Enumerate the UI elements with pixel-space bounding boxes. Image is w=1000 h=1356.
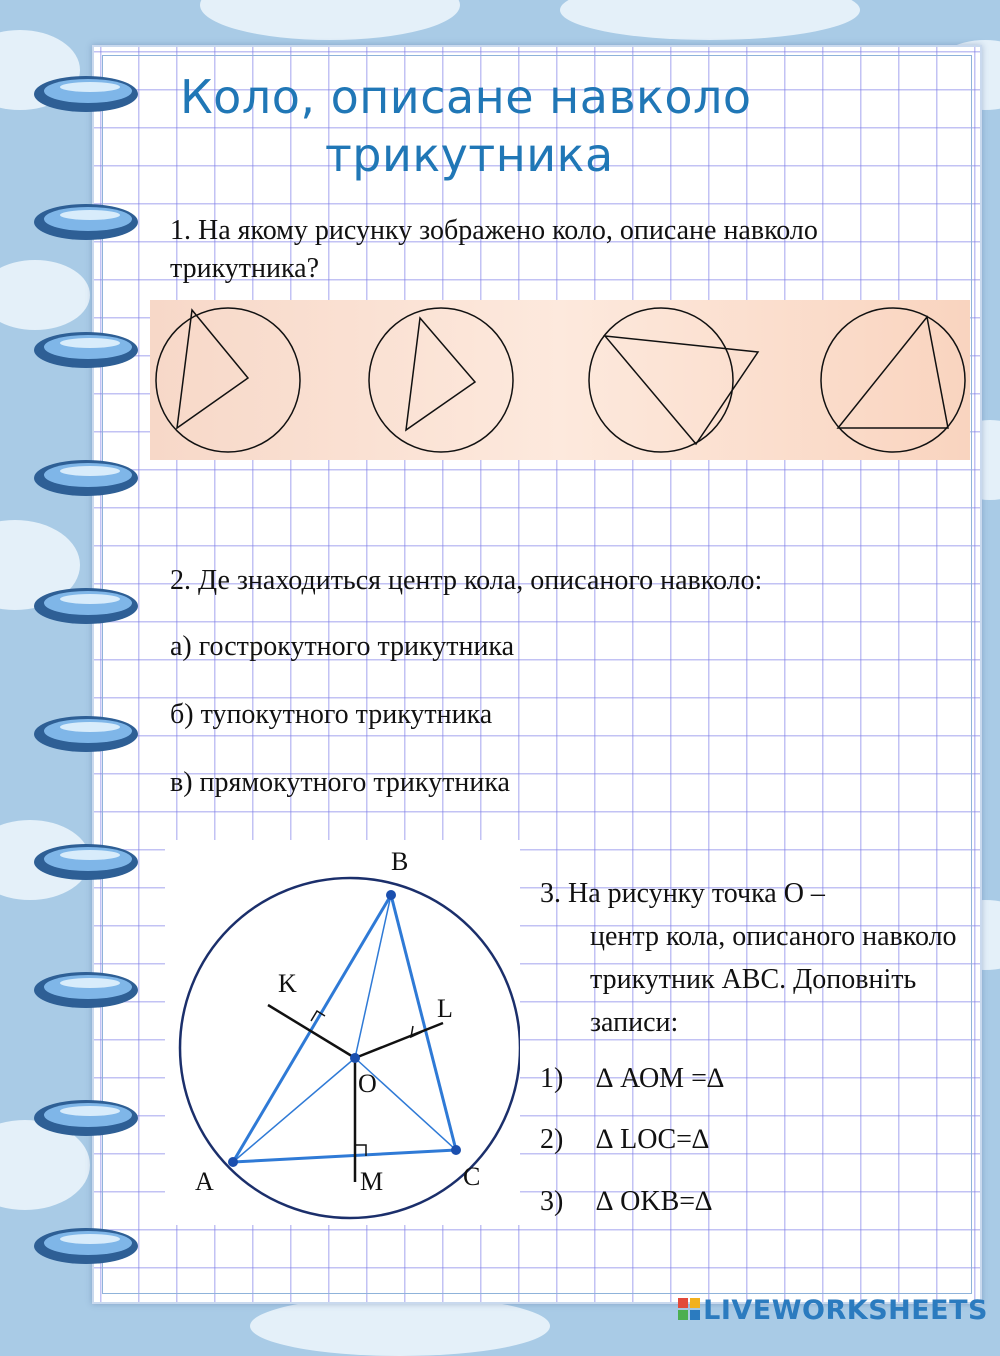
answer-item-1[interactable] <box>540 1063 724 1095</box>
label-l: L <box>437 994 453 1023</box>
label-a: A <box>195 1167 214 1196</box>
spiral-ring-icon <box>30 1222 142 1270</box>
page-title <box>180 68 820 184</box>
point-b <box>386 890 396 900</box>
label-k: K <box>278 969 297 998</box>
spiral-ring-icon <box>30 710 142 758</box>
item-number: 1) <box>540 1063 564 1094</box>
item-number: 2) <box>540 1124 564 1155</box>
label-m: M <box>360 1167 384 1196</box>
answer-item-3[interactable] <box>540 1186 712 1218</box>
item-text: ∆ OKB=∆ <box>596 1186 713 1217</box>
side-ac <box>233 1150 456 1162</box>
liveworksheets-logo[interactable] <box>678 1295 988 1326</box>
question-2-option-b: б) тупокутного трикутника <box>170 699 493 730</box>
item-number: 3) <box>540 1186 564 1217</box>
point-c <box>451 1145 461 1155</box>
title-line-2: трикутника <box>325 128 614 182</box>
title-line-1: Коло, описане навколо <box>180 70 752 124</box>
spiral-ring-icon <box>30 838 142 886</box>
perpendicular-ok <box>268 1005 355 1058</box>
question-1-text: 1. На якому рисунку зображено коло, описане навколо трикутника? <box>170 215 818 284</box>
label-o: O <box>358 1069 377 1098</box>
answer-item-2[interactable] <box>540 1124 709 1156</box>
logo-text: LIVEWORKSHEETS <box>703 1295 988 1326</box>
spiral-ring-icon <box>30 1094 142 1142</box>
question-1-figures <box>150 300 970 460</box>
radius-ob <box>355 895 391 1058</box>
point-a <box>228 1157 238 1167</box>
question-2-option-a: а) гострокутного трикутника <box>170 631 515 662</box>
item-text: ∆ АОМ =∆ <box>596 1063 724 1094</box>
spiral-ring-icon <box>30 966 142 1014</box>
option-figure-1[interactable] <box>156 308 300 452</box>
question-3-rest: центр кола, описаного навколо трикутник АВС. Доповніть записи: <box>590 921 957 1038</box>
spiral-ring-icon <box>30 326 142 374</box>
spiral-ring-icon <box>30 454 142 502</box>
spiral-ring-icon <box>30 582 142 630</box>
side-ab <box>233 895 391 1162</box>
question-2-text: 2. Де знаходиться центр кола, описаного навколо: <box>170 565 763 596</box>
label-c: C <box>463 1162 481 1191</box>
liveworksheets-logo-icon <box>678 1298 700 1322</box>
label-b: B <box>391 847 409 876</box>
spiral-ring-icon <box>30 198 142 246</box>
question-3-first-line: 3. На рисунку точка О – <box>540 878 825 909</box>
point-o <box>350 1053 360 1063</box>
spiral-ring-icon <box>30 70 142 118</box>
item-text: ∆ LOC=∆ <box>596 1124 710 1155</box>
question-3-text <box>540 872 960 1044</box>
question-2-option-c: в) прямокутного трикутника <box>170 767 510 798</box>
option-figure-2[interactable] <box>369 308 513 452</box>
option-figure-4[interactable] <box>821 308 965 452</box>
option-figure-3[interactable] <box>589 308 758 452</box>
radius-oa <box>233 1058 355 1162</box>
question-3-figure <box>165 840 520 1225</box>
